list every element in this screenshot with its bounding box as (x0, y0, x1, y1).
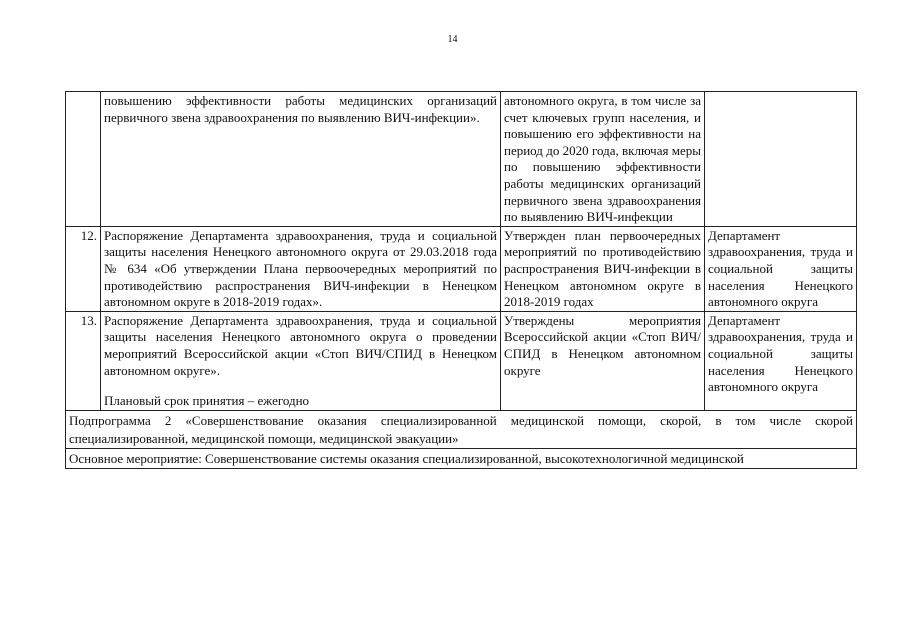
document-table (65, 91, 857, 469)
row-number: 12. (66, 226, 101, 311)
result-cell: автономного округа, в том числе за счет ключевых групп населения, и повышению его эффективности на период до 2020 года, включая меры по повышению эффективности работы медицинских организаций первичного звена здравоохранения по выявлению ВИЧ-инфекции (501, 92, 705, 227)
result-cell: Утверждены мероприятия Всероссийской акции «Стоп ВИЧ/СПИД в Ненецком автономном округе (501, 311, 705, 410)
document-text: Распоряжение Департамента здравоохранения, труда и социальной защиты населения Ненецкого автономного округа о проведении мероприятий Всероссийской акции «Стоп ВИЧ/СПИД в Ненецком автономном округе». (104, 312, 497, 378)
responsible-cell (705, 92, 857, 227)
subprogram-title: Подпрограмма 2 «Совершенствование оказания специализированной медицинской помощи, скорой, в том числе скорой специализированной, медицинской помощи, медицинской эвакуации» (66, 410, 857, 448)
responsible-cell: Департамент здравоохранения, труда и социальной защиты населения Ненецкого автономного округа (705, 311, 857, 410)
main-activity-row (66, 448, 857, 468)
table-row (66, 226, 857, 311)
document-cell: повышению эффективности работы медицинских организаций первичного звена здравоохранения по выявлению ВИЧ-инфекции». (101, 92, 501, 227)
table-row (66, 92, 857, 227)
main-activity-title: Основное мероприятие: Совершенствование системы оказания специализированной, высокотехнологичной медицинской (66, 448, 857, 468)
row-number (66, 92, 101, 227)
document-note: Плановый срок принятия – ежегодно (104, 393, 310, 409)
page-number: 14 (447, 34, 458, 45)
result-cell: Утвержден план первоочередных мероприятий по противодействию распространения ВИЧ-инфекции в Ненецком автономном округе в 2018-2019 годах (501, 226, 705, 311)
row-number: 13. (66, 311, 101, 410)
table-row (66, 311, 857, 410)
document-cell (101, 311, 501, 410)
document-cell: Распоряжение Департамента здравоохранения, труда и социальной защиты населения Ненецкого автономного округа от 29.03.2018 года № 634 «Об утверждении Плана первоочередных мероприятий по противодействию распространения ВИЧ-инфекции в Ненецком автономном округе в 2018-2019 годах». (101, 226, 501, 311)
responsible-cell: Департамент здравоохранения, труда и социальной защиты населения Ненецкого автономного округа (705, 226, 857, 311)
subprogram-row (66, 410, 857, 448)
